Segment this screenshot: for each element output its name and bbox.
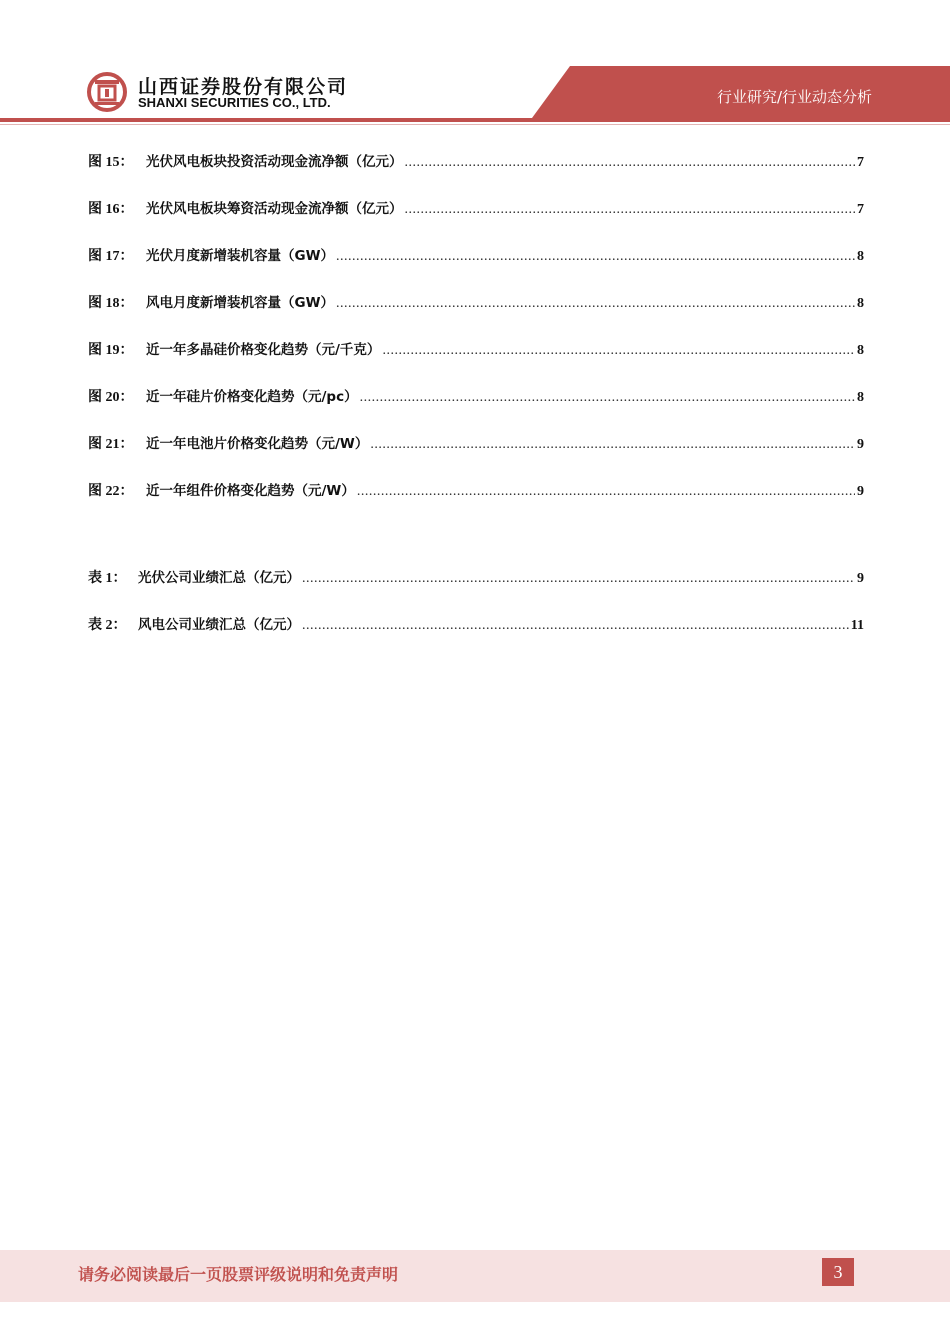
toc-leader: [405, 155, 856, 171]
toc-title: 近一年多晶硅价格变化趋势（元/千克）: [146, 342, 381, 358]
toc-title: 风电月度新增装机容量（GW）: [146, 295, 334, 311]
toc-entry-table-2[interactable]: [88, 613, 864, 660]
toc-entry-figure-20[interactable]: [88, 385, 864, 432]
toc-page: 8: [857, 390, 864, 405]
header-divider: [0, 118, 950, 122]
header-divider-thin: [0, 124, 950, 125]
toc-title: 风电公司业绩汇总（亿元）: [138, 617, 300, 633]
toc-entry-figure-16[interactable]: [88, 197, 864, 244]
toc-page: 8: [857, 343, 864, 358]
toc-entry-figure-18[interactable]: [88, 291, 864, 338]
toc-label: 图 16：: [88, 202, 134, 217]
toc-title: 光伏风电板块筹资活动现金流净额（亿元）: [146, 201, 403, 217]
toc-label: 图 19：: [88, 343, 134, 358]
toc-label: 表 2：: [88, 618, 127, 633]
toc-label: 图 17：: [88, 249, 134, 264]
toc-page: 7: [857, 202, 864, 217]
toc-title: 近一年组件价格变化趋势（元/W）: [146, 483, 355, 499]
company-name-en: SHANXI SECURITIES CO., LTD.: [138, 95, 331, 110]
toc-leader: [405, 202, 856, 218]
toc-page: 8: [857, 249, 864, 264]
report-type: 行业研究/行业动态分析: [716, 88, 872, 106]
toc-page: 11: [850, 618, 864, 633]
page-header: [0, 0, 950, 130]
toc-title: 光伏公司业绩汇总（亿元）: [138, 570, 300, 586]
toc-label: 图 18：: [88, 296, 134, 311]
company-logo-icon: [86, 72, 128, 112]
toc-label: 图 21：: [88, 437, 134, 452]
toc-entry-figure-21[interactable]: [88, 432, 864, 479]
toc-page: 9: [857, 484, 864, 499]
toc-label: 表 1：: [88, 571, 127, 586]
toc-title: 近一年电池片价格变化趋势（元/W）: [146, 436, 369, 452]
toc-title: 近一年硅片价格变化趋势（元/pc）: [146, 389, 358, 405]
toc-title: 光伏风电板块投资活动现金流净额（亿元）: [146, 154, 403, 170]
toc-page: 7: [857, 155, 864, 170]
toc-section-gap: [88, 526, 864, 566]
toc-entry-figure-22[interactable]: [88, 479, 864, 526]
toc-leader: [302, 618, 849, 634]
toc-leader: [336, 249, 855, 265]
toc-page: 8: [857, 296, 864, 311]
toc-leader: [336, 296, 855, 312]
toc-entry-figure-17[interactable]: [88, 244, 864, 291]
toc-leader: [382, 343, 855, 359]
toc-label: 图 15：: [88, 155, 134, 170]
toc-page: 9: [857, 437, 864, 452]
page-number: 3: [822, 1258, 854, 1286]
toc-entry-figure-19[interactable]: [88, 338, 864, 385]
toc-label: 图 22：: [88, 484, 134, 499]
toc-leader: [302, 571, 855, 587]
footer-disclaimer: 请务必阅读最后一页股票评级说明和免责声明: [78, 1265, 399, 1284]
toc-title: 光伏月度新增装机容量（GW）: [146, 248, 334, 264]
toc-page: 9: [857, 571, 864, 586]
toc-leader: [370, 437, 855, 453]
toc-entry-figure-15[interactable]: [88, 150, 864, 197]
toc-label: 图 20：: [88, 390, 134, 405]
company-name-cn: 山西证券股份有限公司: [138, 76, 349, 98]
toc-entry-table-1[interactable]: [88, 566, 864, 613]
toc-leader: [357, 484, 855, 500]
toc-leader: [360, 390, 855, 406]
table-of-contents: [88, 150, 864, 660]
